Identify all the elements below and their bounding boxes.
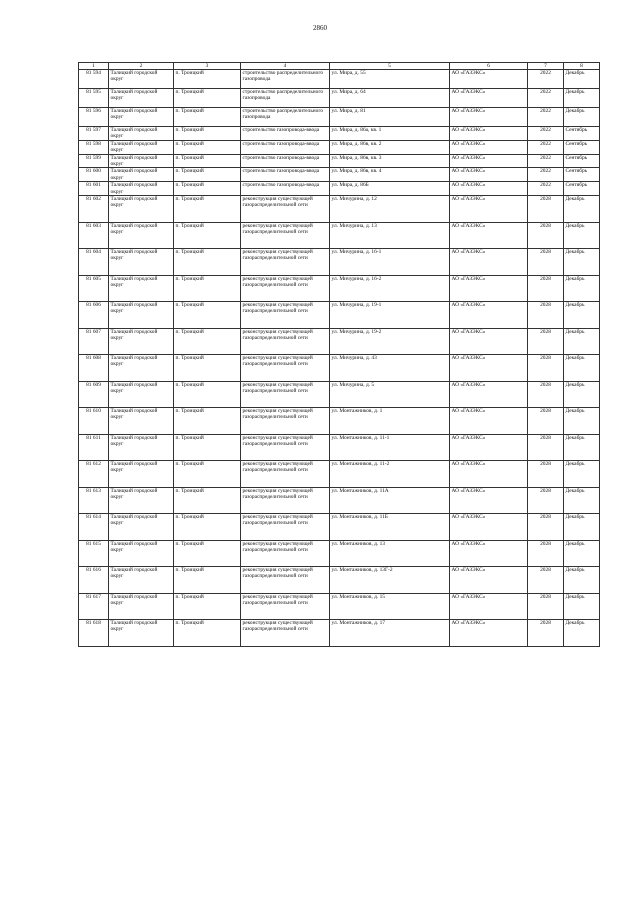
locality-cell: п. Троицкий xyxy=(174,593,241,620)
locality-cell: п. Троицкий xyxy=(174,328,241,355)
organization-cell: АО «ГАЗЭКС» xyxy=(450,355,528,382)
address-cell: ул. Мира, д. 81 xyxy=(330,108,450,127)
row-number: 81 597 xyxy=(79,127,109,141)
month-cell: Декабрь xyxy=(564,487,600,514)
address-cell: ул. Мира, д. 64 xyxy=(330,89,450,108)
address-cell: ул. Монтажников, д. 13 xyxy=(330,540,450,567)
locality-cell: п. Троицкий xyxy=(174,182,241,196)
month-cell: Декабрь xyxy=(564,355,600,382)
column-number-4: 4 xyxy=(241,63,330,70)
address-cell: ул. Мичурина, д. 43 xyxy=(330,355,450,382)
locality-cell: п. Троицкий xyxy=(174,434,241,461)
district-cell: Талицкий городской округ xyxy=(109,593,174,620)
organization-cell: АО «ГАЗЭКС» xyxy=(450,127,528,141)
locality-cell: п. Троицкий xyxy=(174,222,241,249)
work-type-cell: реконструкция существующей газораспределительной сети xyxy=(241,487,330,514)
address-cell: ул. Мичурина, д. 19-2 xyxy=(330,328,450,355)
month-cell: Сентябрь xyxy=(564,154,600,168)
organization-cell: АО «ГАЗЭКС» xyxy=(450,275,528,302)
row-number: 81 614 xyxy=(79,514,109,541)
month-cell: Сентябрь xyxy=(564,168,600,182)
district-cell: Талицкий городской округ xyxy=(109,108,174,127)
year-cell: 2022 xyxy=(528,127,564,141)
organization-cell: АО «ГАЗЭКС» xyxy=(450,381,528,408)
work-type-cell: реконструкция существующей газораспределительной сети xyxy=(241,222,330,249)
organization-cell: АО «ГАЗЭКС» xyxy=(450,222,528,249)
month-cell: Декабрь xyxy=(564,275,600,302)
locality-cell: п. Троицкий xyxy=(174,514,241,541)
table-row xyxy=(79,70,600,89)
row-number: 81 596 xyxy=(79,108,109,127)
organization-cell: АО «ГАЗЭКС» xyxy=(450,108,528,127)
month-cell: Декабрь xyxy=(564,249,600,276)
year-cell: 2028 xyxy=(528,408,564,435)
year-cell: 2022 xyxy=(528,89,564,108)
table-row xyxy=(79,302,600,329)
address-cell: ул. Мичурина, д. 19-1 xyxy=(330,302,450,329)
month-cell: Декабрь xyxy=(564,620,600,647)
table-row xyxy=(79,514,600,541)
table-row xyxy=(79,127,600,141)
address-cell: ул. Мира, д. 86в, кв. 3 xyxy=(330,154,450,168)
locality-cell: п. Троицкий xyxy=(174,355,241,382)
table-row xyxy=(79,275,600,302)
work-type-cell: строительство газопровода-ввода xyxy=(241,140,330,154)
district-cell: Талицкий городской округ xyxy=(109,70,174,89)
locality-cell: п. Троицкий xyxy=(174,540,241,567)
organization-cell: АО «ГАЗЭКС» xyxy=(450,70,528,89)
address-cell: ул. Монтажников, д. 17 xyxy=(330,620,450,647)
row-number: 81 602 xyxy=(79,196,109,223)
table-row xyxy=(79,249,600,276)
month-cell: Декабрь xyxy=(564,434,600,461)
district-cell: Талицкий городской округ xyxy=(109,381,174,408)
district-cell: Талицкий городской округ xyxy=(109,408,174,435)
table-row xyxy=(79,140,600,154)
organization-cell: АО «ГАЗЭКС» xyxy=(450,434,528,461)
locality-cell: п. Троицкий xyxy=(174,461,241,488)
table-row xyxy=(79,487,600,514)
work-type-cell: реконструкция существующей газораспределительной сети xyxy=(241,514,330,541)
organization-cell: АО «ГАЗЭКС» xyxy=(450,168,528,182)
locality-cell: п. Троицкий xyxy=(174,381,241,408)
work-type-cell: строительство газопровода-ввода xyxy=(241,182,330,196)
table-row xyxy=(79,593,600,620)
address-cell: ул. Мичурина, д. 5 xyxy=(330,381,450,408)
row-number: 81 613 xyxy=(79,487,109,514)
address-cell: ул. Мичурина, д. 13 xyxy=(330,222,450,249)
locality-cell: п. Троицкий xyxy=(174,249,241,276)
district-cell: Талицкий городской округ xyxy=(109,275,174,302)
district-cell: Талицкий городской округ xyxy=(109,328,174,355)
table-row xyxy=(79,567,600,594)
work-type-cell: реконструкция существующей газораспределительной сети xyxy=(241,196,330,223)
year-cell: 2028 xyxy=(528,487,564,514)
district-cell: Талицкий городской округ xyxy=(109,89,174,108)
district-cell: Талицкий городской округ xyxy=(109,127,174,141)
district-cell: Талицкий городской округ xyxy=(109,222,174,249)
address-cell: ул. Мира, д. 86в, кв. 4 xyxy=(330,168,450,182)
address-cell: ул. Мичурина, д. 16-1 xyxy=(330,249,450,276)
address-cell: ул. Мира, д. 55 xyxy=(330,70,450,89)
address-cell: ул. Монтажников, д. 11-1 xyxy=(330,434,450,461)
district-cell: Талицкий городской округ xyxy=(109,487,174,514)
locality-cell: п. Троицкий xyxy=(174,89,241,108)
organization-cell: АО «ГАЗЭКС» xyxy=(450,540,528,567)
district-cell: Талицкий городской округ xyxy=(109,196,174,223)
row-number: 81 616 xyxy=(79,567,109,594)
work-type-cell: строительство распределительного газопровода xyxy=(241,70,330,89)
locality-cell: п. Троицкий xyxy=(174,408,241,435)
month-cell: Декабрь xyxy=(564,89,600,108)
year-cell: 2022 xyxy=(528,108,564,127)
year-cell: 2022 xyxy=(528,70,564,89)
month-cell: Сентябрь xyxy=(564,127,600,141)
year-cell: 2028 xyxy=(528,540,564,567)
district-cell: Талицкий городской округ xyxy=(109,302,174,329)
register-table xyxy=(78,62,600,647)
organization-cell: АО «ГАЗЭКС» xyxy=(450,302,528,329)
organization-cell: АО «ГАЗЭКС» xyxy=(450,408,528,435)
organization-cell: АО «ГАЗЭКС» xyxy=(450,196,528,223)
address-cell: ул. Монтажников, д. 11Б xyxy=(330,514,450,541)
work-type-cell: реконструкция существующей газораспределительной сети xyxy=(241,620,330,647)
work-type-cell: реконструкция существующей газораспределительной сети xyxy=(241,593,330,620)
table-row xyxy=(79,182,600,196)
district-cell: Талицкий городской округ xyxy=(109,461,174,488)
table-row xyxy=(79,89,600,108)
locality-cell: п. Троицкий xyxy=(174,567,241,594)
address-cell: ул. Монтажников, д. 13Г-2 xyxy=(330,567,450,594)
work-type-cell: строительство газопровода-ввода xyxy=(241,154,330,168)
work-type-cell: реконструкция существующей газораспределительной сети xyxy=(241,461,330,488)
district-cell: Талицкий городской округ xyxy=(109,540,174,567)
address-cell: ул. Монтажников, д. 1 xyxy=(330,408,450,435)
district-cell: Талицкий городской округ xyxy=(109,140,174,154)
district-cell: Талицкий городской округ xyxy=(109,355,174,382)
year-cell: 2028 xyxy=(528,196,564,223)
row-number: 81 598 xyxy=(79,140,109,154)
table-row xyxy=(79,408,600,435)
row-number: 81 601 xyxy=(79,182,109,196)
work-type-cell: реконструкция существующей газораспределительной сети xyxy=(241,302,330,329)
locality-cell: п. Троицкий xyxy=(174,620,241,647)
row-number: 81 595 xyxy=(79,89,109,108)
work-type-cell: реконструкция существующей газораспределительной сети xyxy=(241,540,330,567)
year-cell: 2022 xyxy=(528,154,564,168)
month-cell: Декабрь xyxy=(564,514,600,541)
address-cell: ул. Мичурина, д. 12 xyxy=(330,196,450,223)
table-row xyxy=(79,154,600,168)
locality-cell: п. Троицкий xyxy=(174,168,241,182)
year-cell: 2028 xyxy=(528,355,564,382)
year-cell: 2022 xyxy=(528,182,564,196)
district-cell: Талицкий городской округ xyxy=(109,182,174,196)
table-row xyxy=(79,222,600,249)
work-type-cell: реконструкция существующей газораспределительной сети xyxy=(241,328,330,355)
work-type-cell: реконструкция существующей газораспределительной сети xyxy=(241,567,330,594)
district-cell: Талицкий городской округ xyxy=(109,249,174,276)
work-type-cell: строительство распределительного газопровода xyxy=(241,108,330,127)
column-number-6: 6 xyxy=(450,63,528,70)
year-cell: 2022 xyxy=(528,140,564,154)
row-number: 81 605 xyxy=(79,275,109,302)
organization-cell: АО «ГАЗЭКС» xyxy=(450,487,528,514)
month-cell: Декабрь xyxy=(564,540,600,567)
work-type-cell: реконструкция существующей газораспределительной сети xyxy=(241,381,330,408)
district-cell: Талицкий городской округ xyxy=(109,567,174,594)
organization-cell: АО «ГАЗЭКС» xyxy=(450,567,528,594)
row-number: 81 600 xyxy=(79,168,109,182)
column-number-3: 3 xyxy=(174,63,241,70)
row-number: 81 607 xyxy=(79,328,109,355)
district-cell: Талицкий городской округ xyxy=(109,154,174,168)
month-cell: Сентябрь xyxy=(564,140,600,154)
table-row xyxy=(79,328,600,355)
work-type-cell: реконструкция существующей газораспределительной сети xyxy=(241,355,330,382)
row-number: 81 594 xyxy=(79,70,109,89)
column-number-8: 8 xyxy=(564,63,600,70)
organization-cell: АО «ГАЗЭКС» xyxy=(450,140,528,154)
locality-cell: п. Троицкий xyxy=(174,302,241,329)
locality-cell: п. Троицкий xyxy=(174,487,241,514)
column-number-7: 7 xyxy=(528,63,564,70)
column-number-row xyxy=(79,63,600,70)
row-number: 81 615 xyxy=(79,540,109,567)
table-row xyxy=(79,381,600,408)
address-cell: ул. Мичурина, д. 16-2 xyxy=(330,275,450,302)
address-cell: ул. Монтажников, д. 15 xyxy=(330,593,450,620)
table-row xyxy=(79,540,600,567)
year-cell: 2028 xyxy=(528,434,564,461)
work-type-cell: строительство газопровода-ввода xyxy=(241,127,330,141)
year-cell: 2028 xyxy=(528,381,564,408)
table-row xyxy=(79,461,600,488)
month-cell: Декабрь xyxy=(564,593,600,620)
organization-cell: АО «ГАЗЭКС» xyxy=(450,593,528,620)
year-cell: 2028 xyxy=(528,620,564,647)
row-number: 81 611 xyxy=(79,434,109,461)
row-number: 81 610 xyxy=(79,408,109,435)
row-number: 81 599 xyxy=(79,154,109,168)
month-cell: Декабрь xyxy=(564,328,600,355)
year-cell: 2028 xyxy=(528,249,564,276)
row-number: 81 612 xyxy=(79,461,109,488)
month-cell: Сентябрь xyxy=(564,182,600,196)
table-row xyxy=(79,355,600,382)
address-cell: ул. Мира, д. 86а, кв. 1 xyxy=(330,127,450,141)
locality-cell: п. Троицкий xyxy=(174,154,241,168)
month-cell: Декабрь xyxy=(564,461,600,488)
district-cell: Талицкий городской округ xyxy=(109,434,174,461)
month-cell: Декабрь xyxy=(564,302,600,329)
month-cell: Декабрь xyxy=(564,408,600,435)
row-number: 81 606 xyxy=(79,302,109,329)
month-cell: Декабрь xyxy=(564,381,600,408)
address-cell: ул. Монтажников, д. 11-2 xyxy=(330,461,450,488)
address-cell: ул. Мира, д. 86Б xyxy=(330,182,450,196)
work-type-cell: реконструкция существующей газораспределительной сети xyxy=(241,408,330,435)
year-cell: 2028 xyxy=(528,514,564,541)
column-number-1: 1 xyxy=(79,63,109,70)
work-type-cell: реконструкция существующей газораспределительной сети xyxy=(241,275,330,302)
table-row xyxy=(79,620,600,647)
row-number: 81 604 xyxy=(79,249,109,276)
address-cell: ул. Мира, д. 86в, кв. 2 xyxy=(330,140,450,154)
row-number: 81 603 xyxy=(79,222,109,249)
table-row xyxy=(79,196,600,223)
month-cell: Декабрь xyxy=(564,108,600,127)
year-cell: 2028 xyxy=(528,222,564,249)
table-body xyxy=(79,70,600,647)
page-number: 2860 xyxy=(313,24,327,32)
year-cell: 2028 xyxy=(528,328,564,355)
work-type-cell: строительство распределительного газопровода xyxy=(241,89,330,108)
organization-cell: АО «ГАЗЭКС» xyxy=(450,182,528,196)
month-cell: Декабрь xyxy=(564,222,600,249)
locality-cell: п. Троицкий xyxy=(174,108,241,127)
organization-cell: АО «ГАЗЭКС» xyxy=(450,249,528,276)
row-number: 81 618 xyxy=(79,620,109,647)
organization-cell: АО «ГАЗЭКС» xyxy=(450,154,528,168)
locality-cell: п. Троицкий xyxy=(174,127,241,141)
work-type-cell: строительство газопровода-ввода xyxy=(241,168,330,182)
district-cell: Талицкий городской округ xyxy=(109,168,174,182)
locality-cell: п. Троицкий xyxy=(174,196,241,223)
organization-cell: АО «ГАЗЭКС» xyxy=(450,89,528,108)
year-cell: 2028 xyxy=(528,567,564,594)
row-number: 81 617 xyxy=(79,593,109,620)
work-type-cell: реконструкция существующей газораспределительной сети xyxy=(241,434,330,461)
work-type-cell: реконструкция существующей газораспределительной сети xyxy=(241,249,330,276)
organization-cell: АО «ГАЗЭКС» xyxy=(450,620,528,647)
locality-cell: п. Троицкий xyxy=(174,140,241,154)
column-number-5: 5 xyxy=(330,63,450,70)
address-cell: ул. Монтажников, д. 11А xyxy=(330,487,450,514)
organization-cell: АО «ГАЗЭКС» xyxy=(450,328,528,355)
district-cell: Талицкий городской округ xyxy=(109,620,174,647)
locality-cell: п. Троицкий xyxy=(174,70,241,89)
locality-cell: п. Троицкий xyxy=(174,275,241,302)
year-cell: 2028 xyxy=(528,275,564,302)
year-cell: 2028 xyxy=(528,461,564,488)
row-number: 81 609 xyxy=(79,381,109,408)
table-row xyxy=(79,108,600,127)
table-row xyxy=(79,434,600,461)
district-cell: Талицкий городской округ xyxy=(109,514,174,541)
year-cell: 2022 xyxy=(528,168,564,182)
column-number-2: 2 xyxy=(109,63,174,70)
table-row xyxy=(79,168,600,182)
row-number: 81 608 xyxy=(79,355,109,382)
organization-cell: АО «ГАЗЭКС» xyxy=(450,514,528,541)
month-cell: Декабрь xyxy=(564,196,600,223)
month-cell: Декабрь xyxy=(564,70,600,89)
year-cell: 2028 xyxy=(528,302,564,329)
organization-cell: АО «ГАЗЭКС» xyxy=(450,461,528,488)
year-cell: 2028 xyxy=(528,593,564,620)
month-cell: Декабрь xyxy=(564,567,600,594)
